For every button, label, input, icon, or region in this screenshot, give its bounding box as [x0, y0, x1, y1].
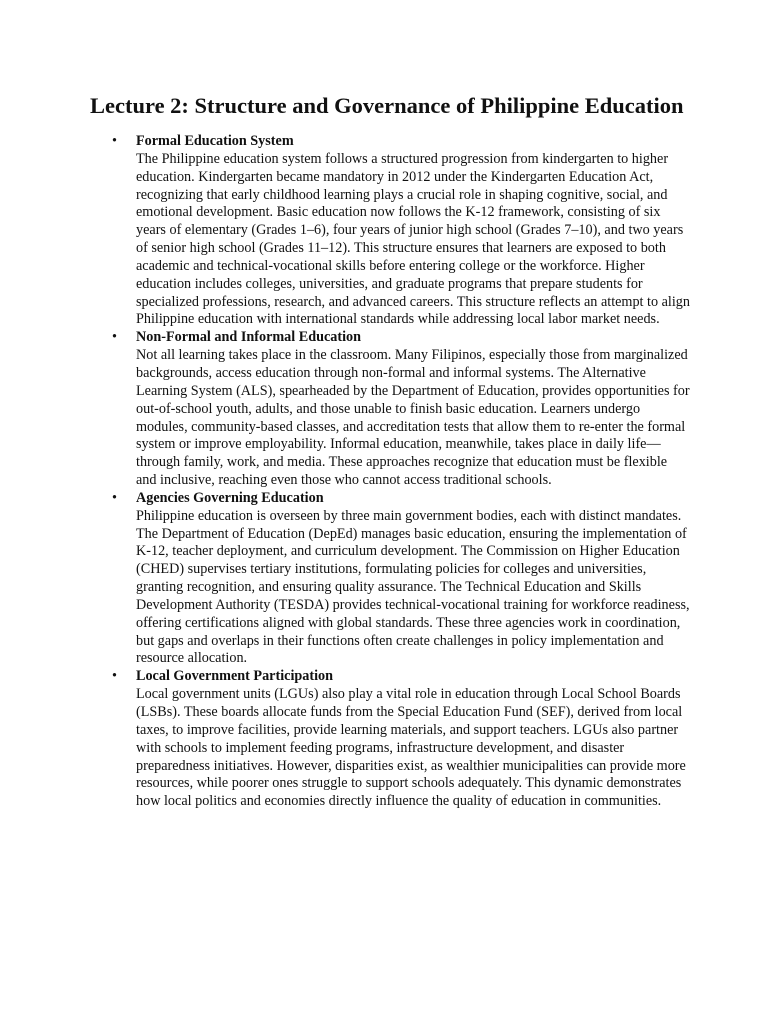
section-body: Philippine education is overseen by three main government bodies, each with distinct mandates. The Department of Education (DepEd) manages basic education, ensuring the implementation of K-12, teacher deployment, and curriculum development. The Commission on Higher Education (CHED) supervises tertiary institutions, formulating policies for colleges and universities, granting recognition, and ensuring quality assurance. The Technical Education and Skills Development Authority (TESDA) provides technical-vocational training for workforce readiness, offering certifications aligned with global standards. These three agencies work in coordination, but gaps and overlaps in their functions often create challenges in policy implementation and resource allocation. [136, 507, 690, 667]
section-heading: Agencies Governing Education [136, 489, 324, 506]
section-non-formal-education [90, 329, 690, 490]
section-agencies [90, 490, 690, 668]
section-heading: Formal Education System [136, 133, 294, 149]
bullet-icon: • [112, 329, 117, 346]
section-heading: Local Government Participation [136, 668, 334, 685]
section-local-government [90, 668, 690, 811]
bullet-icon: • [112, 489, 117, 506]
document-page [90, 92, 690, 811]
section-body: The Philippine education system follows a structured progression from kindergarten to higher education. Kindergarten became mandatory in 2012 under the Kindergarten Education Act, recognizing that early childhood learning plays a crucial role in shaping cognitive, social, and emotional development. Basic education now follows the K-12 framework, consisting of six years of elementary (Grades 1–6), four years of junior high school (Grades 7–10), and two years of senior high school (Grades 11–12). This structure ensures that learners are exposed to both academic and technical-vocational skills before entering college or the workforce. Higher education includes colleges, universities, and graduate programs that prepare students for specialized professions, research, and advanced careers. This structure reflects an attempt to align Philippine education with international standards while addressing local labor market needs. [136, 150, 690, 328]
section-body: Local government units (LGUs) also play a vital role in education through Local School Boards (LSBs). These boards allocate funds from the Special Education Fund (SEF), derived from local taxes, to improve facilities, provide learning materials, and support teachers. LGUs also partner with schools to implement feeding programs, infrastructure development, and disaster preparedness initiatives. However, disparities exist, as wealthier municipalities can provide more resources, while poorer ones struggle to support schools adequately. This dynamic demonstrates how local politics and economies directly influence the quality of education in communities. [136, 686, 686, 810]
section-heading: Non-Formal and Informal Education [136, 329, 362, 346]
bullet-icon: • [112, 668, 117, 685]
section-list [90, 133, 690, 811]
bullet-icon: • [112, 133, 117, 149]
section-formal-education [90, 133, 690, 329]
page-title: Lecture 2: Structure and Governance of Philippine Education [90, 93, 684, 118]
section-body: Not all learning takes place in the classroom. Many Filipinos, especially those from marginalized backgrounds, access education through non-formal and informal systems. The Alternative Learning System (ALS), spearheaded by the Department of Education, provides opportunities for out-of-school youth, adults, and those unable to finish basic education. Learners undergo modules, community-based classes, and accreditation tests that allow them to re-enter the formal system or improve employability. Informal education, meanwhile, takes place in daily life—through family, work, and media. These approaches recognize that education must be flexible and inclusive, reaching even those who cannot access traditional schools. [136, 347, 690, 489]
